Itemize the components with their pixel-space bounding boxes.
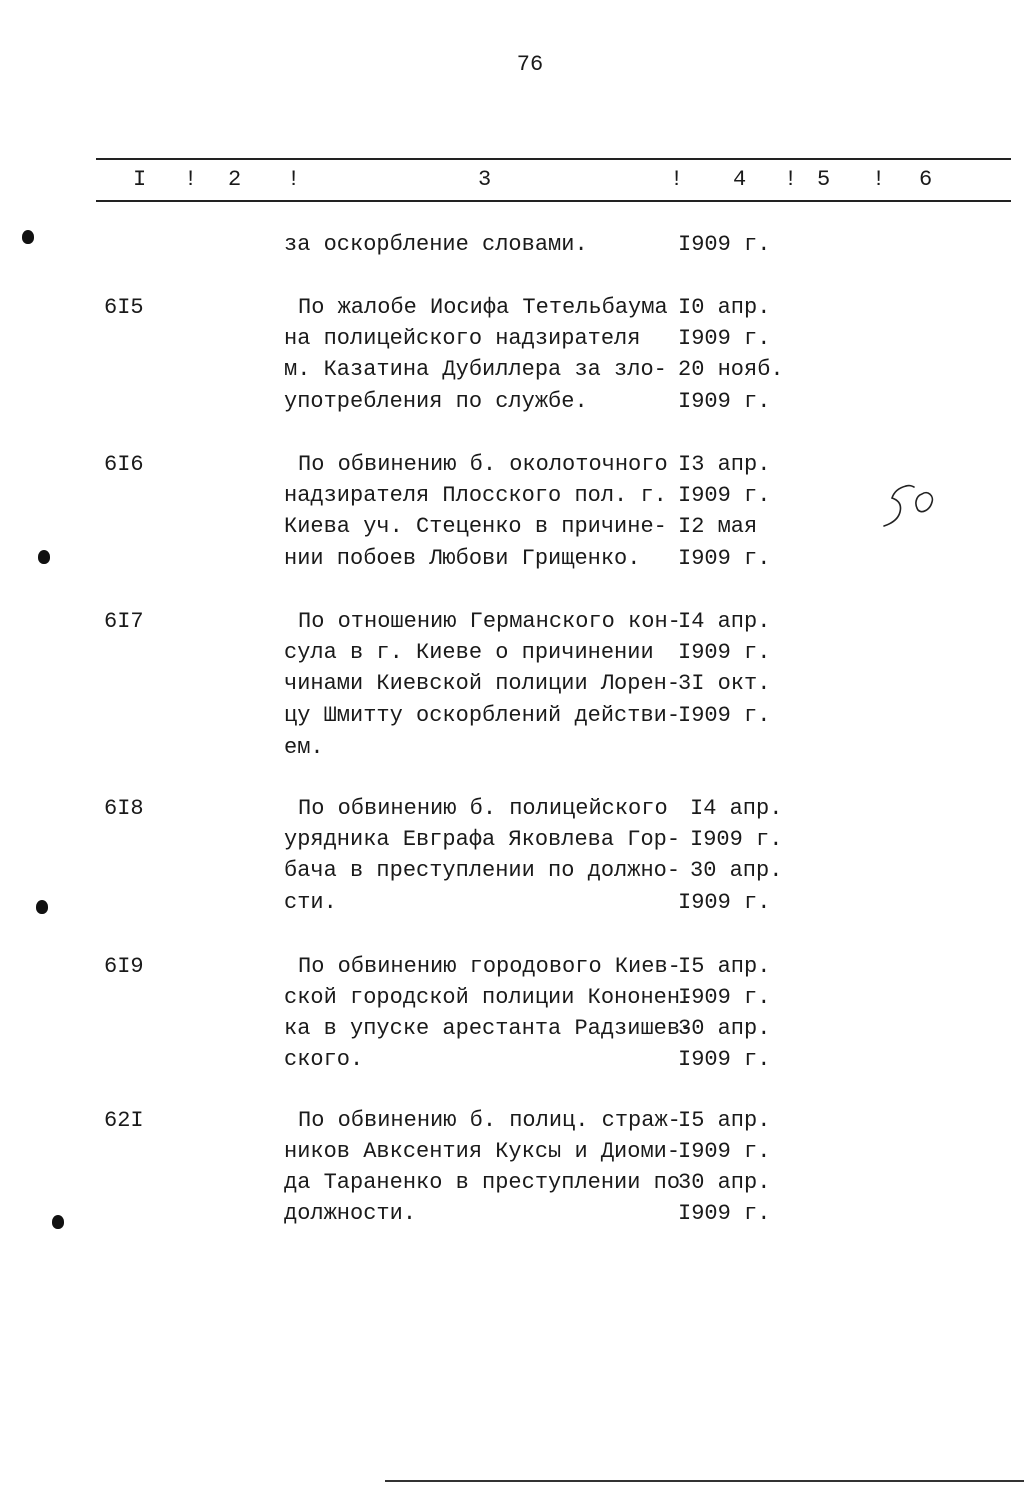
column-separator-1: ! — [184, 167, 198, 192]
binder-hole-mark — [36, 900, 48, 914]
column-header-row — [0, 167, 1024, 193]
entry-date-line: I4 апр. — [678, 609, 771, 634]
entry-description-line: чинами Киевской полиции Лорен- — [284, 671, 681, 696]
entry-description-line: сула в г. Киеве о причинении — [284, 640, 654, 665]
entry-date-line: 30 апр. — [678, 1170, 771, 1195]
header-rule-bottom — [96, 200, 1011, 202]
entry-description-line: употребления по службе. — [284, 389, 588, 414]
entry-date-line: I909 г. — [678, 1139, 771, 1164]
entry-date-line: I909 г. — [678, 1201, 771, 1226]
column-separator-5: ! — [872, 167, 886, 192]
entry-description-line: бача в преступлении по должно- — [284, 858, 681, 883]
column-header-6: 6 — [919, 167, 933, 192]
column-header-2: 2 — [228, 167, 242, 192]
entry-date-line: I909 г. — [678, 1047, 771, 1072]
entry-description-line: сти. — [284, 890, 337, 915]
entry-date-line: 3I окт. — [678, 671, 771, 696]
column-separator-3: ! — [670, 167, 684, 192]
entry-description-line: за оскорбление словами. — [284, 232, 588, 257]
entry-date-line: I909 г. — [678, 389, 771, 414]
entry-description-line: да Тараненко в преступлении по — [284, 1170, 681, 1195]
binder-hole-mark — [38, 550, 50, 564]
entry-date-line: I2 мая — [678, 514, 758, 539]
entry-number: 6I7 — [104, 609, 144, 634]
entry-date-line: I3 апр. — [678, 452, 771, 477]
entry-number: 6I6 — [104, 452, 144, 477]
entry-description-line: ской городской полиции Кононен- — [284, 985, 694, 1010]
entry-description-line: урядника Евграфа Яковлева Гор- — [284, 827, 681, 852]
handwritten-folio-note — [876, 478, 946, 538]
entry-description-line: надзирателя Плосского пол. г. — [284, 483, 667, 508]
entry-description-line: По жалобе Иосифа Тетельбаума — [298, 295, 668, 320]
column-header-4: 4 — [733, 167, 747, 192]
entry-description-line: ского. — [284, 1047, 364, 1072]
entry-description-line: ем. — [284, 735, 324, 760]
entry-date-line: 30 апр. — [690, 858, 783, 883]
entry-date-line: I5 апр. — [678, 954, 771, 979]
entry-description-line: По обвинению б. полиц. страж- — [298, 1108, 681, 1133]
entry-description-line: ников Авксентия Куксы и Диоми- — [284, 1139, 681, 1164]
entry-date-line: I909 г. — [678, 326, 771, 351]
entry-number: 6I9 — [104, 954, 144, 979]
entry-date-line: I909 г. — [690, 827, 783, 852]
column-separator-2: ! — [287, 167, 301, 192]
entry-date-line: I909 г. — [678, 546, 771, 571]
entry-description-line: должности. — [284, 1201, 417, 1226]
entry-description-line: ка в упуске арестанта Радзишев- — [284, 1016, 694, 1041]
entry-date-line: I909 г. — [678, 640, 771, 665]
entry-date-line: I0 апр. — [678, 295, 771, 320]
entry-description-line: По обвинению городового Киев- — [298, 954, 681, 979]
column-separator-4: ! — [784, 167, 798, 192]
entry-date-line: 30 апр. — [678, 1016, 771, 1041]
column-header-5: 5 — [817, 167, 831, 192]
column-header-1: I — [133, 167, 147, 192]
entry-date-line: I909 г. — [678, 483, 771, 508]
binder-hole-mark — [52, 1215, 64, 1229]
entry-description-line: По обвинению б. полицейского — [298, 796, 668, 821]
page-bottom-edge — [385, 1480, 1024, 1482]
entry-date-line: I909 г. — [678, 232, 771, 257]
entry-number: 62I — [104, 1108, 144, 1133]
entry-number: 6I5 — [104, 295, 144, 320]
entry-description-line: По отношению Германского кон- — [298, 609, 681, 634]
page-number: 76 — [516, 52, 544, 77]
binder-hole-mark — [22, 230, 34, 244]
entry-date-line: I5 апр. — [678, 1108, 771, 1133]
entry-description-line: По обвинению б. околоточного — [298, 452, 668, 477]
entry-date-line: I909 г. — [678, 890, 771, 915]
entry-description-line: Киева уч. Стеценко в причине- — [284, 514, 667, 539]
entry-description-line: м. Казатина Дубиллера за зло- — [284, 357, 667, 382]
entry-date-line: I909 г. — [678, 703, 771, 728]
entry-date-line: I909 г. — [678, 985, 771, 1010]
entry-date-line: 20 нояб. — [678, 357, 784, 382]
entry-description-line: цу Шмитту оскорблений действи- — [284, 703, 681, 728]
entry-description-line: на полицейского надзирателя — [284, 326, 641, 351]
entry-date-line: I4 апр. — [690, 796, 783, 821]
column-header-3: 3 — [478, 167, 492, 192]
entry-number: 6I8 — [104, 796, 144, 821]
header-rule-top — [96, 158, 1011, 160]
entry-description-line: нии побоев Любови Грищенко. — [284, 546, 641, 571]
